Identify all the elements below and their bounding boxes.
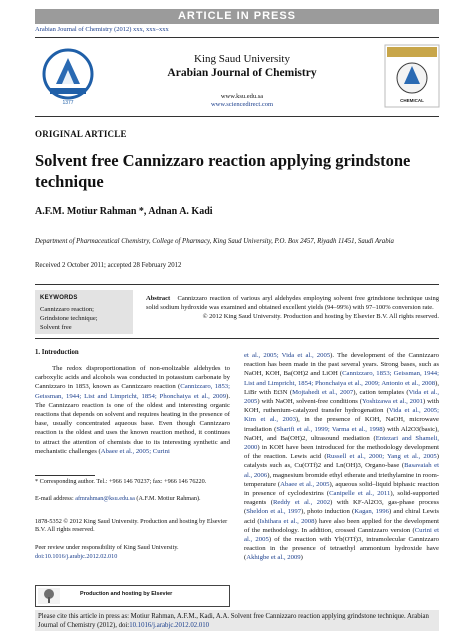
citation-link[interactable]: Curini et al., 2005 [244,526,439,544]
affiliation: Department of Pharmaceutical Chemistry, College of Pharmacy, King Saud University, P.O. Box 2457, Riyadh 11451, Saudi Arabia [35,238,394,245]
citation-link[interactable]: Entezari and Shameli, 2000 [244,434,439,452]
body-text: ), magnesium bromide ethyl etherate and triethylamine in room-temperature ( [244,471,439,488]
footer-text: Please cite this article in press as: Motiur Rahman, A.F.M., Kadi, A.A. Solvent free Cannizzaro reaction applying grindstone technique. Arabian Journal of Chemistry (2012), doi: [38,613,429,629]
elsevier-box [35,585,230,607]
article-type: ORIGINAL ARTICLE [35,129,127,139]
header-bottom-rule [35,116,439,117]
body-text: ), solid-supported reagents ( [244,490,439,507]
body-text: ) have also been applied for the development of the methodology. In addition, crossed Cannizzaro version ( [244,517,439,534]
body-text: ), cation templates ( [353,388,409,396]
email-owner: (A.F.M. Motiur Rahman). [134,495,201,502]
citation-link[interactable]: Sheldon et al., 1997 [246,508,302,516]
issn-note: 1878-5352 © 2012 King Saud University. Production and hosting by Elsevier B.V. All rights reserved. [35,518,228,534]
journal-cover-logo [384,44,440,108]
header-top-rule [35,37,439,38]
citation-link[interactable]: Cannizzaro, 1853; Geissman, 1944; List and Limpricht, 1854; Phonchaiya et al., 2009 [35,383,231,400]
university-name: King Saud University [194,53,290,65]
body-text: ) with NaOH, solvent-free conditions ( [257,398,362,406]
citation-link[interactable]: Canipelle et al., 2011 [329,490,391,498]
keywords-heading: KEYWORDS [40,295,78,301]
cite-footer [35,610,439,631]
elsevier-text: Production and hosting by Elsevier [80,591,173,597]
svg-text:1377: 1377 [62,100,74,106]
abstract-bottom-rule [35,338,439,339]
abstract [146,294,439,321]
email-link[interactable]: afmrahman@ksu.edu.sa [75,495,135,502]
citation-link[interactable]: Yoshizawa et al., 2001 [361,398,423,406]
abstract-text: Cannizzaro reaction of various aryl aldehydes employing solvent free grindstone technique using solid sodium hydroxide was examined and obtained excellent yields (94–99%) with 97–100% conversion rate. [146,295,440,311]
received-dates: Received 2 October 2011; accepted 28 February 2012 [35,262,182,269]
citation-link[interactable]: Sharifi et al., 1999; Varma et al., 1998 [276,425,383,433]
citation-link[interactable]: et al., 2005; Vida et al., 2005 [244,352,331,359]
citation-link[interactable]: Vida et al., 2005 [244,388,440,406]
citation-link[interactable]: Abaee et al., 2005 [280,480,330,488]
intro-text: The redox disproportionation of non-enolizable aldehydes to carboxylic acids and alcohols was conducted in potassium carbonate by Cannizzaro in 1853, known as Cannizzaro reaction ( [35,365,231,391]
citation-link[interactable]: Mojtahedi et al., 2007 [292,388,354,396]
peer-review-note: Peer review under responsibility of King Saud University. [35,544,179,551]
keyword-item: Solvent free [40,324,72,331]
citation-link[interactable]: Basavaiah et al., 2006 [244,462,440,479]
citation-link[interactable]: Reddy et al., 2002 [272,499,331,507]
footer-doi-link[interactable]: 10.1016/j.arabjc.2012.02.010 [129,622,210,629]
citation-link[interactable]: Russell et al., 2000; Yang et al., 2005 [326,453,437,461]
body-text: ) catalysts such as, Cu(OTf)2 and Ln(OH)3, Organo-base ( [244,453,439,470]
doi-link[interactable]: doi:10.1016/j.arabjc.2012.02.010 [35,553,118,560]
body-text: ), photo induction ( [301,508,355,516]
citation-link[interactable]: Kagan, 1996 [354,508,389,516]
intro-text: ). The Cannizzaro reaction is one of the oldest and interesting organic reactions that depends on solvent and requires heating in the presence of base, usually concentrated aqueous base. Even though Cannizzaro reaction is the oldest and uses the known reaction method, it continues to attract the attention of chemists due to its interesting synthetic and mechanistic challenges ( [35,392,230,455]
university-url[interactable]: www.ksu.edu.sa [220,93,264,100]
citation-link[interactable]: Ishihara et al., 2008 [259,517,315,525]
sciencedirect-url[interactable]: www.sciencedirect.com [210,101,274,108]
body-text: ) [300,554,303,562]
keywords-box [35,290,133,334]
article-title: Solvent free Cannizzaro reaction applying grindstone technique [35,151,411,191]
body-text: ) with Al2O3(basic), NaOH, and Ba(OH)2, ultrasound mediation ( [244,425,439,442]
keyword-item: Grindstone technique; [40,315,98,322]
svg-text:CHEMICAL: CHEMICAL [400,98,424,103]
footnote-rule [35,475,95,476]
body-text: ) of the reaction with Yb(OTf)3, intramolecular Cannizzaro reaction in the presence of tetraethyl ammonium hydroxide have ( [244,536,440,562]
king-saud-university-logo [36,44,100,108]
authors: A.F.M. Motiur Rahman *, Adnan A. Kadi [35,206,213,217]
email-label: E-mail address: [35,495,76,502]
intro-paragraph [35,364,230,456]
journal-name: Arabian Journal of Chemistry [167,67,317,79]
abstract-label: Abstract [146,295,171,302]
corresponding-author-note: * Corresponding author. Tel.: +966 146 70237; fax: +966 146 76220. [35,478,207,485]
right-column-text [244,351,439,563]
abstract-top-rule [35,284,439,285]
body-text: ) with KOH, ruthenium-catalyzed transfer hydrogenation ( [244,398,439,415]
body-text: ), aqueous solid–liquid biphasic reaction in presence of cyclodextrins ( [244,480,439,498]
body-text: ), in the presence of KOH, NaOH, microwave irradiation ( [244,416,440,433]
email-note [35,495,230,503]
body-text: ) in KOH have been introduced for the methodology development of the reaction. Lewis acid ( [244,444,439,461]
elsevier-tree-icon [38,588,60,604]
citation-link[interactable]: Abaee et al., 2005; Curini [100,447,170,455]
section-heading-introduction: 1. Introduction [35,349,79,356]
citation-link[interactable]: Cannizzaro, 1853; Geissman, 1944; List and Limpricht, 1854; Phonchaiya et al., 2009; Antonio et al., 2008 [244,370,439,387]
body-text: ), LiBr with Et3N ( [244,379,439,396]
citation-line[interactable]: Arabian Journal of Chemistry (2012) xxx, xxx–xxx [35,26,169,33]
citation-link[interactable]: Vida et al., 2005; Kim et al., 2003 [244,407,439,424]
body-text: ). The development of the Cannizzaro reaction has been made in the past several years. Strong bases, such as NaOH, KOH, Ba(OH)2 and LiOH ( [244,352,439,378]
keyword-item: Cannizzaro reaction; [40,306,94,313]
body-text: ) and chiral Lewis acid ( [244,508,439,525]
body-text: ) with KF-Al2O3, gas-phase process ( [244,499,439,516]
article-in-press-banner: ARTICLE IN PRESS [35,9,439,24]
citation-link[interactable]: Akhigbe et al., 2009 [246,554,301,562]
abstract-copyright: © 2012 King Saud University. Production and hosting by Elsevier B.V. All rights reserved. [202,313,439,320]
